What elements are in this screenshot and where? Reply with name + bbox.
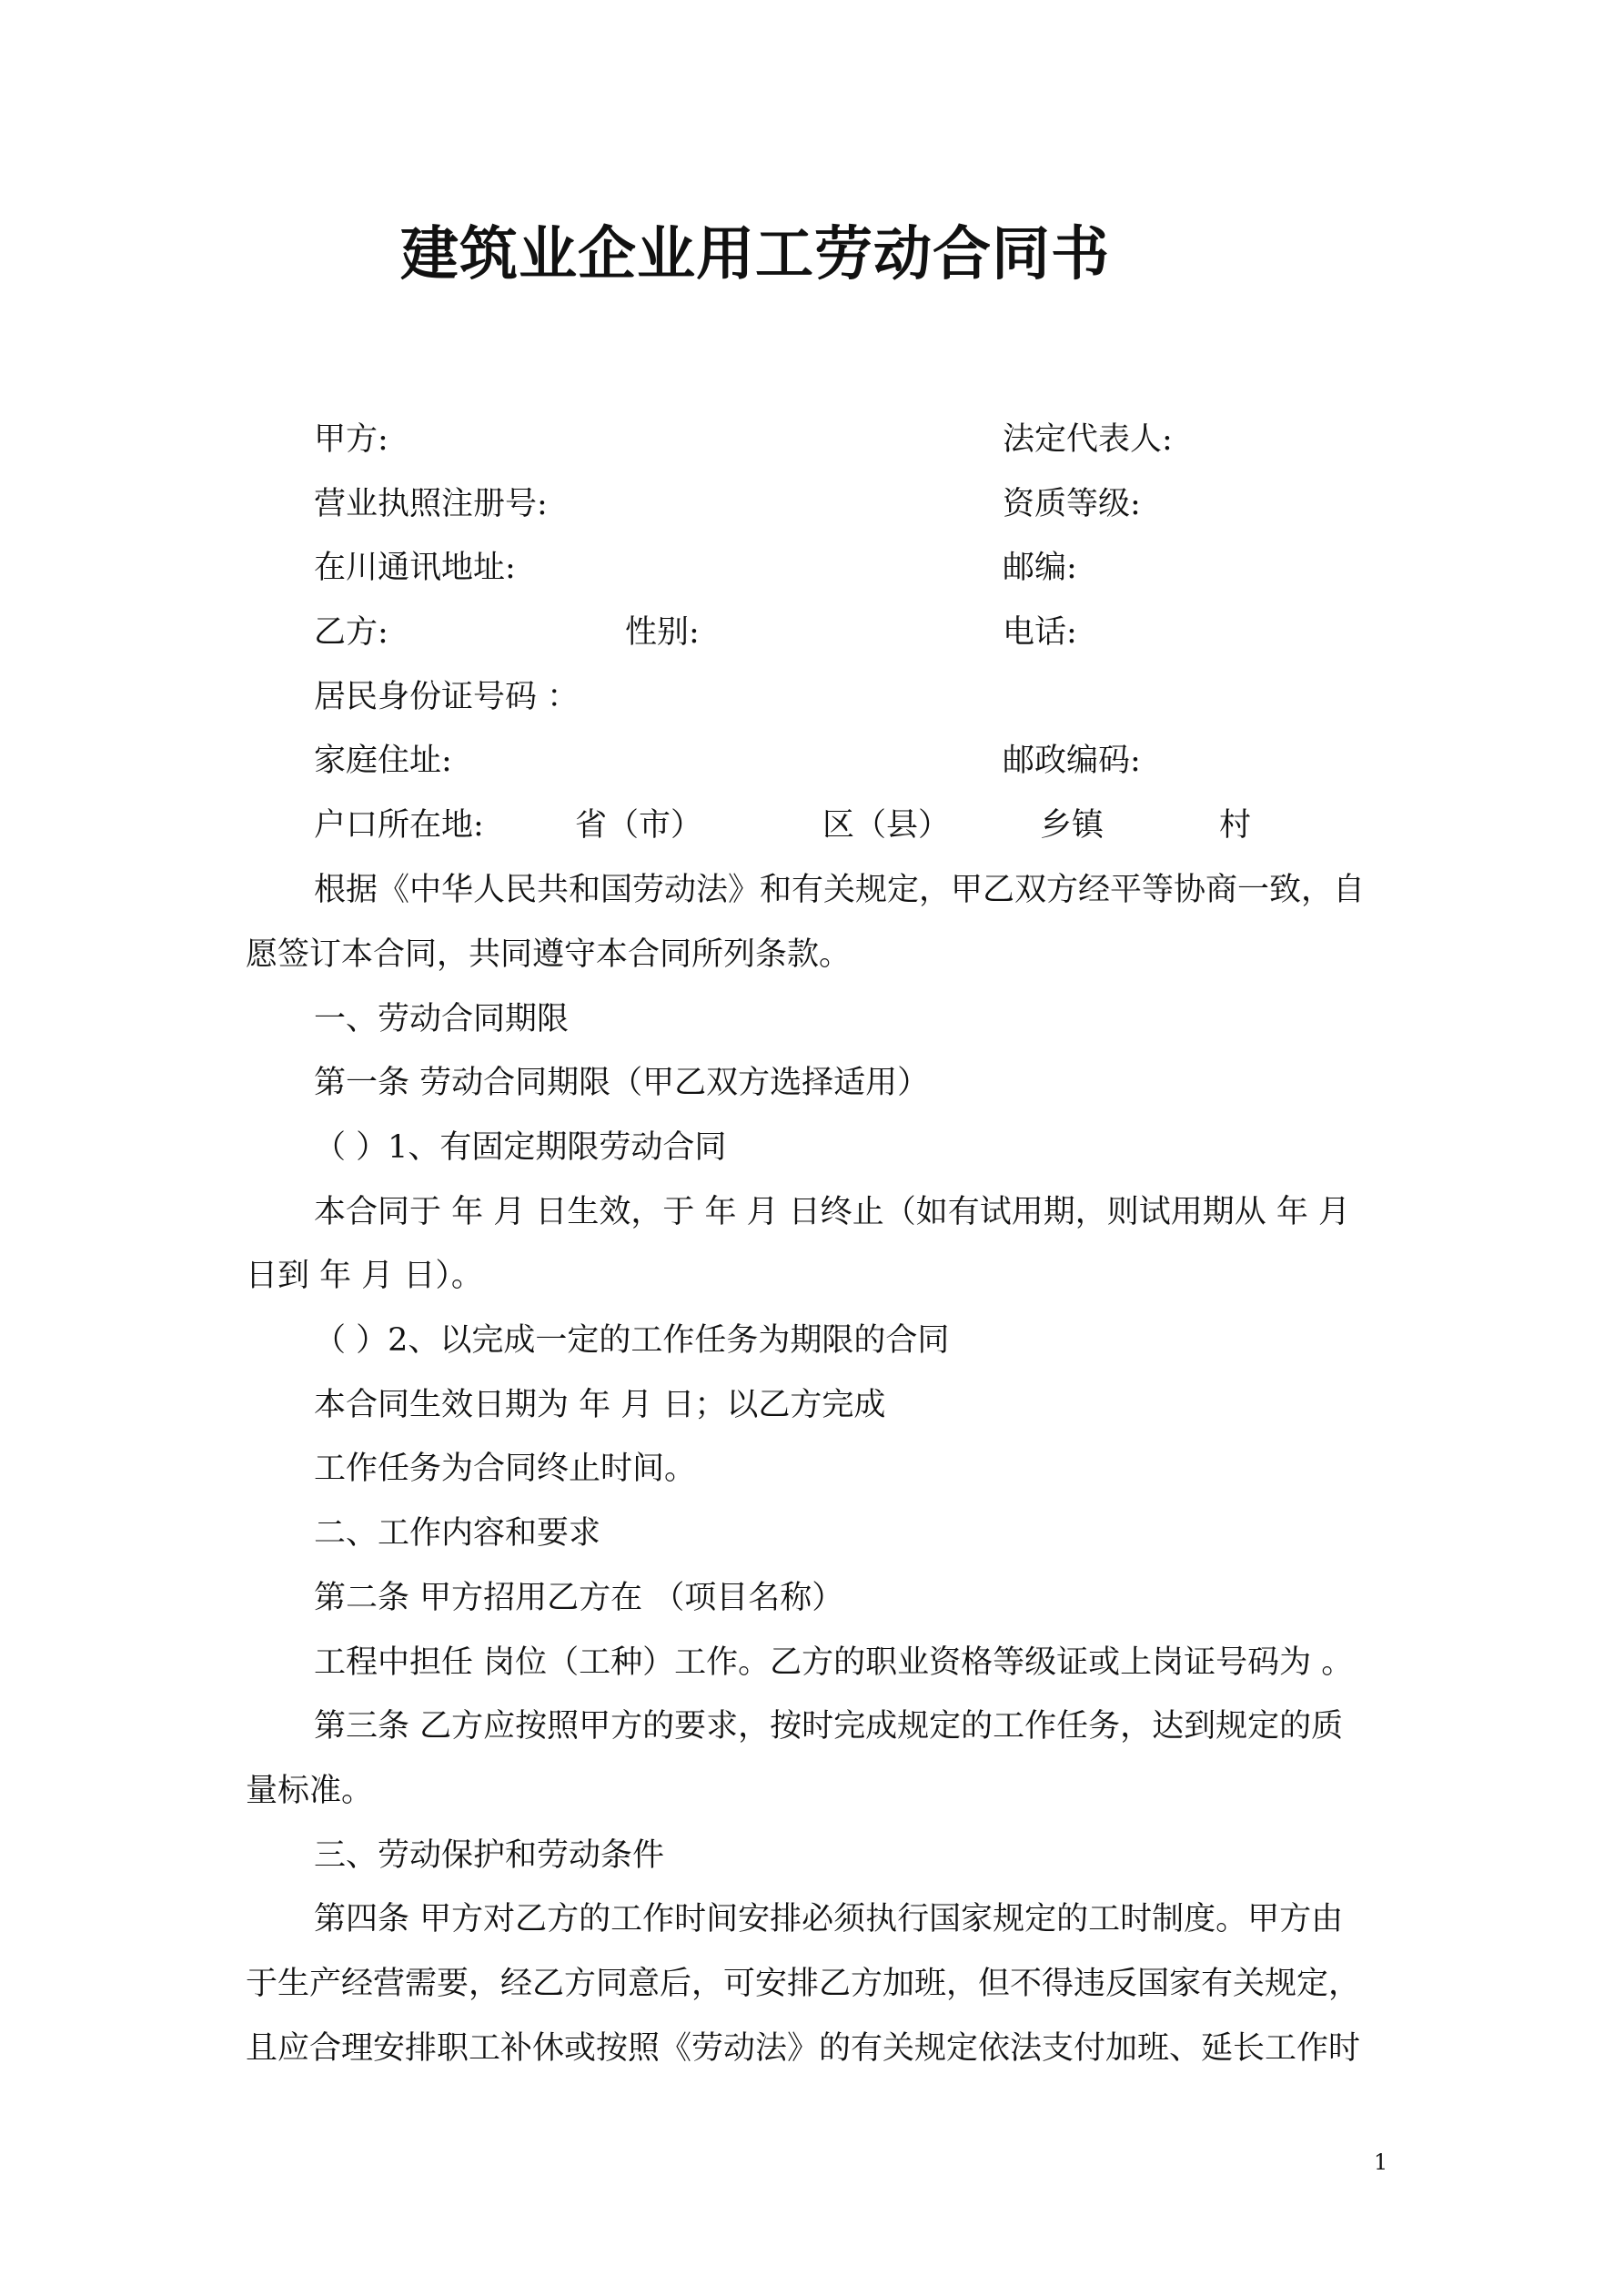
article-heading: 第二条 甲方招用乙方在 （项目名称） (314, 1580, 844, 1616)
address-label: 在川通讯地址: (314, 550, 516, 586)
hukou-label: 户口所在地: (314, 807, 484, 844)
article-heading: 第一条 劳动合同期限（甲乙双方选择适用） (314, 1065, 930, 1101)
gender-label: 性别: (625, 614, 700, 651)
village-label: 村 (1219, 807, 1252, 844)
party-b-label: 乙方: (314, 614, 388, 651)
document-title: 建筑业企业用工劳动合同书 (400, 220, 1110, 288)
body-line: 本合同于 年 月 日生效，于 年 月 日终止（如有试用期，则试用期从 年 月 (314, 1194, 1351, 1230)
article-heading: 第三条 乙方应按照甲方的要求，按时完成规定的工作任务，达到规定的质 (314, 1708, 1344, 1745)
body-line: 于生产经营需要，经乙方同意后，可安排乙方加班，但不得违反国家有关规定， (246, 1966, 1361, 2002)
id-number-label: 居民身份证号码 ： (314, 679, 580, 715)
option-line: （ ）2、以完成一定的工作任务为期限的合同 (314, 1322, 950, 1359)
page-number: 1 (1374, 2149, 1388, 2175)
body-line: 工程中担任 岗位（工种）工作。乙方的职业资格等级证或上岗证号码为 。 (314, 1644, 1354, 1681)
body-line: 本合同生效日期为 年 月 日；以乙方完成 (314, 1387, 886, 1423)
article-heading: 第四条 甲方对乙方的工作时间安排必须执行国家规定的工时制度。甲方由 (314, 1901, 1344, 1937)
home-address-label: 家庭住址: (314, 743, 452, 779)
postcode-label: 邮政编码: (1003, 743, 1141, 779)
province-label: 省（市） (575, 807, 703, 844)
section-heading: 二、工作内容和要求 (314, 1515, 601, 1552)
postcode-short-label: 邮编: (1003, 550, 1077, 586)
qualification-label: 资质等级: (1003, 486, 1141, 522)
party-a-label: 甲方: (314, 421, 388, 458)
township-label: 乡镇 (1040, 807, 1105, 844)
body-line: 工作任务为合同终止时间。 (314, 1451, 697, 1487)
intro-paragraph-line: 愿签订本合同，共同遵守本合同所列条款。 (246, 936, 852, 973)
legal-rep-label: 法定代表人: (1003, 421, 1173, 458)
option-line: （ ）1、有固定期限劳动合同 (314, 1129, 727, 1166)
district-label: 区（县） (822, 807, 951, 844)
section-heading: 一、劳动合同期限 (314, 1001, 570, 1037)
phone-label: 电话: (1003, 614, 1077, 651)
section-heading: 三、劳动保护和劳动条件 (314, 1837, 665, 1874)
intro-paragraph-line: 根据《中华人民共和国劳动法》和有关规定，甲乙双方经平等协商一致，自 (314, 872, 1366, 908)
body-line: 量标准。 (246, 1773, 374, 1809)
body-line: 且应合理安排职工补休或按照《劳动法》的有关规定依法支付加班、延长工作时 (246, 2030, 1361, 2067)
body-line: 日到 年 月 日）。 (246, 1258, 483, 1294)
license-no-label: 营业执照注册号: (314, 486, 548, 522)
